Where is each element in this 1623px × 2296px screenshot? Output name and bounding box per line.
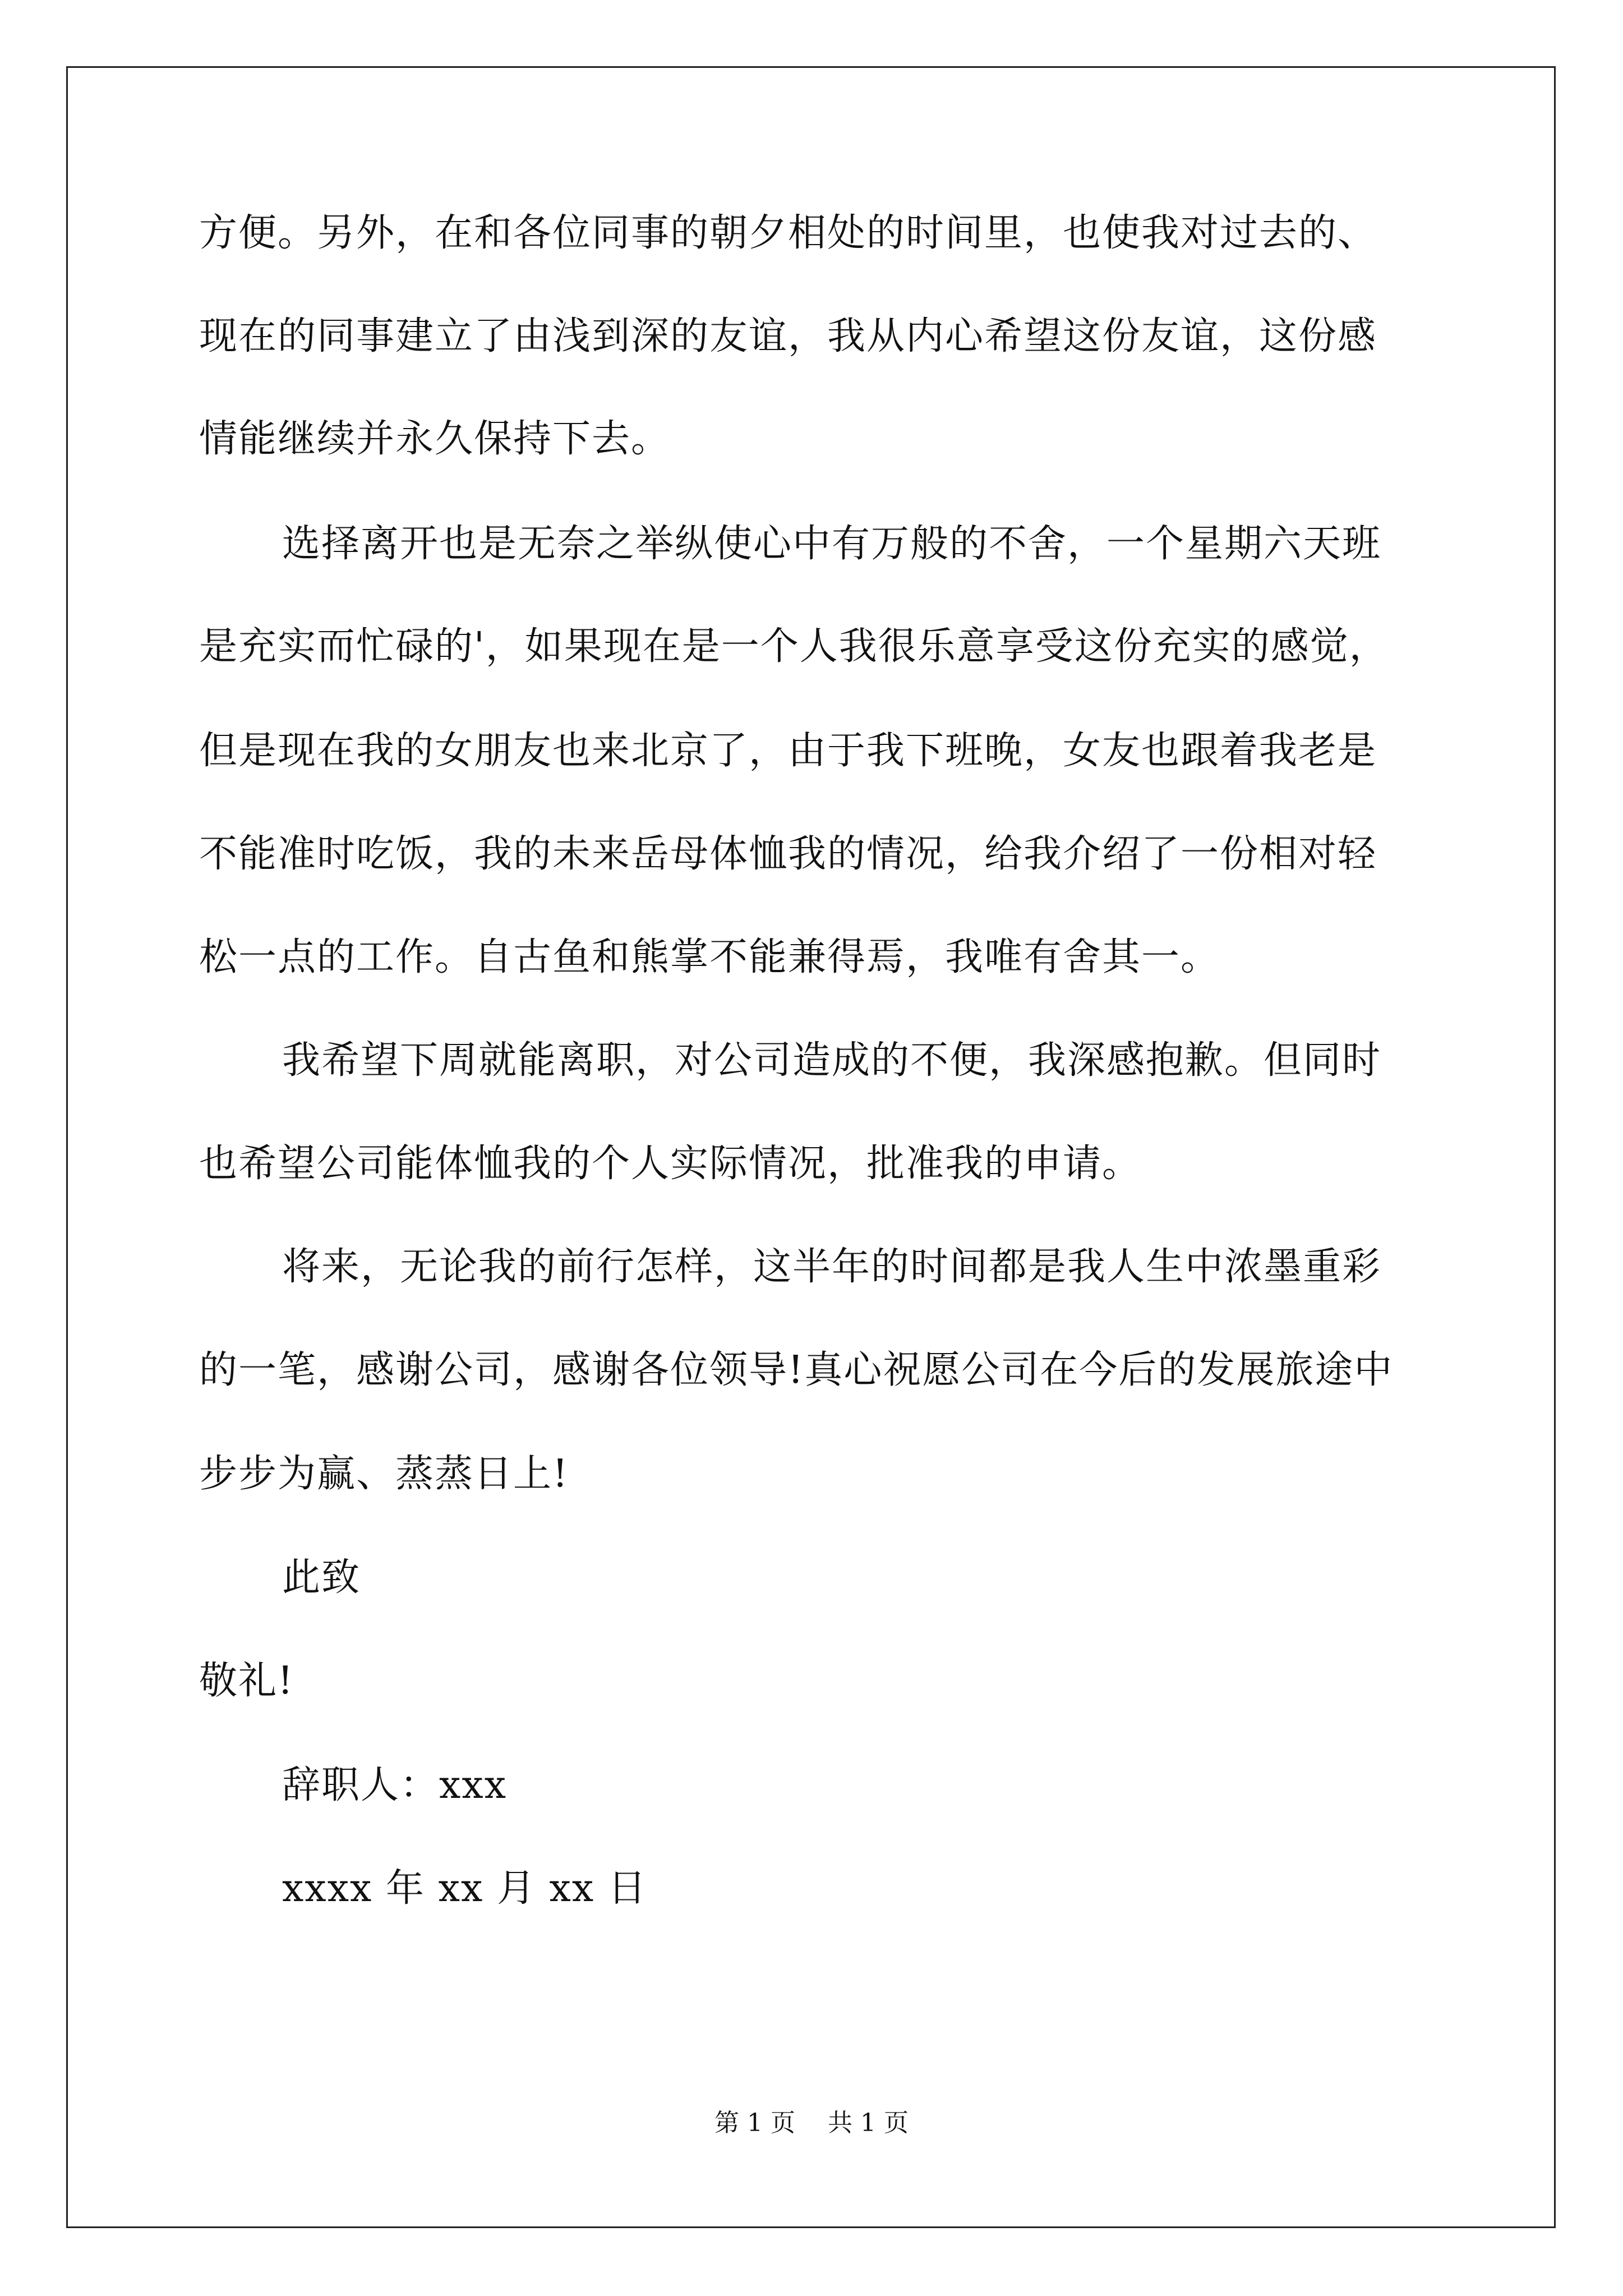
body-line: 我希望下周就能离职，对公司造成的不便，我深感抱歉。但同时	[282, 1038, 1382, 1083]
page-number: 第 1 页	[714, 2109, 795, 2137]
body-line: 不能准时吃饭，我的未来岳母体恤我的情况，给我介绍了一份相对轻	[199, 832, 1377, 876]
body-line: 但是现在我的女朋友也来北京了，由于我下班晚，女友也跟着我老是	[199, 729, 1377, 773]
signer: 辞职人：xxx	[282, 1763, 508, 1807]
page-total: 共 1 页	[828, 2109, 909, 2137]
body-line: 步步为赢、蒸蒸日上!	[199, 1452, 569, 1496]
body-line: 选择离开也是无奈之举纵使心中有万般的不舍，一个星期六天班	[282, 522, 1382, 566]
body-line: 是充实而忙碌的'，如果现在是一个人我很乐意享受这份充实的感觉，	[199, 624, 1389, 669]
salutation: 此致	[282, 1556, 361, 1600]
date: xxxx 年 xx 月 xx 日	[282, 1866, 647, 1911]
body-line: 情能继续并永久保持下去。	[199, 417, 671, 461]
body-line: 将来，无论我的前行怎样，这半年的时间都是我人生中浓墨重彩	[282, 1245, 1382, 1289]
page-footer	[0, 2106, 1623, 2140]
body-line: 也希望公司能体恤我的个人实际情况，批准我的申请。	[199, 1142, 1142, 1186]
respect-line: 敬礼!	[199, 1659, 294, 1703]
body-line: 的一笔，感谢公司，感谢各位领导!真心祝愿公司在今后的发展旅途中	[199, 1348, 1394, 1392]
body-line: 现在的同事建立了由浅到深的友谊，我从内心希望这份友谊，这份感	[199, 314, 1377, 358]
body-line: 方便。另外，在和各位同事的朝夕相处的时间里，也使我对过去的、	[199, 211, 1377, 255]
body-line: 松一点的工作。自古鱼和熊掌不能兼得焉，我唯有舍其一。	[199, 935, 1220, 979]
